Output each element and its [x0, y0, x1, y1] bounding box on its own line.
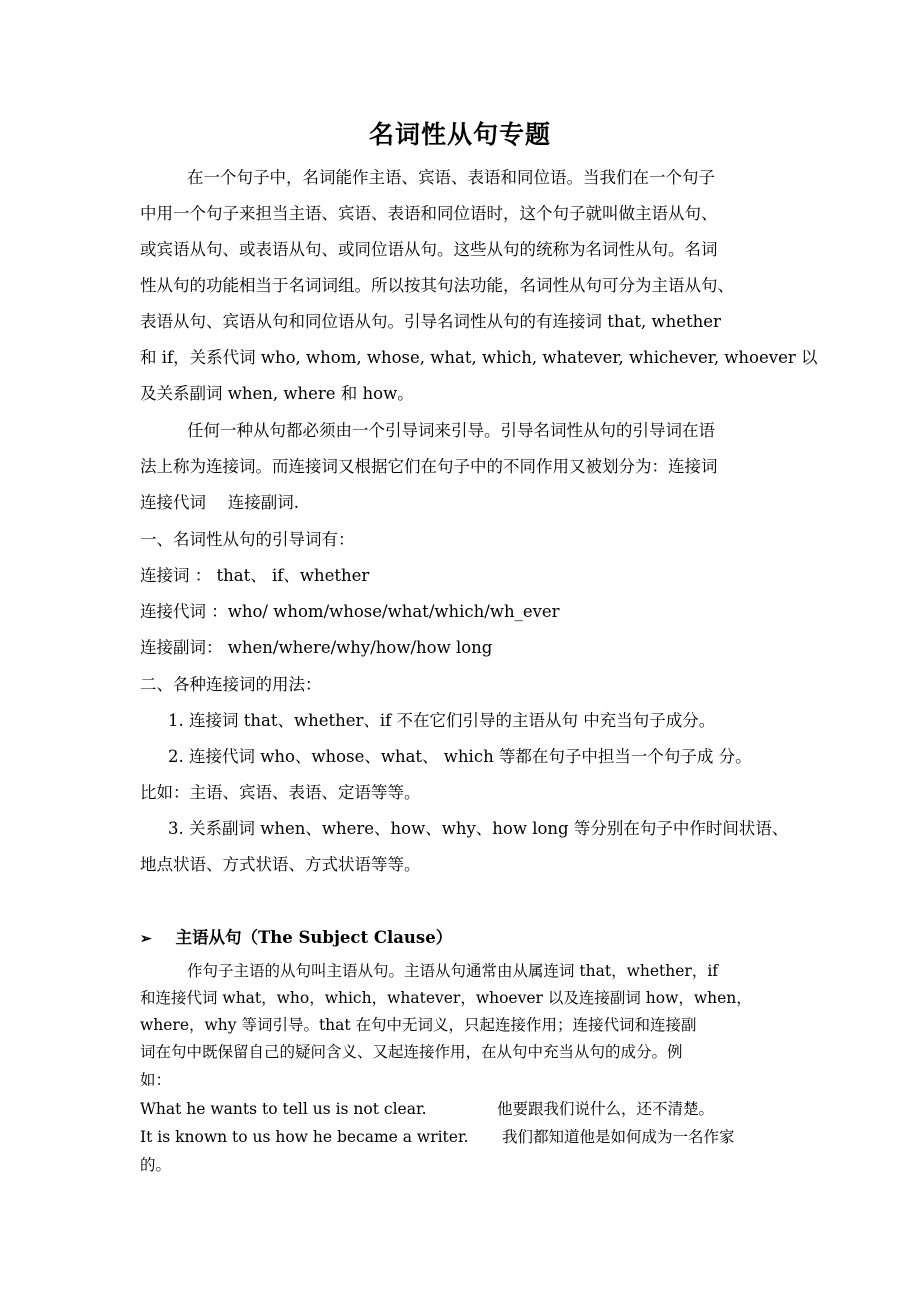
connector-row: 连接词 ： that、 if、whether	[140, 566, 370, 585]
intro-line: 或宾语从句、或表语从句、或同位语从句。这些从句的统称为名词性从句。名词	[140, 240, 718, 259]
example-english: It is known to us how he became a writer.	[140, 1128, 469, 1146]
usage-item-1: 1. 连接词 that、whether、if 不在它们引导的主语从句 中充当句子成分。	[168, 711, 716, 730]
usage-item-2-cont: 比如：主语、宾语、表语、定语等等。	[140, 783, 421, 802]
usage-item-3-cont: 地点状语、方式状语、方式状语等等。	[140, 855, 421, 874]
intro-line: 表语从句、宾语从句和同位语从句。引导名词性从句的有连接词 that, whether	[140, 312, 721, 331]
subject-clause-heading: 主语从句（The Subject Clause）	[175, 928, 453, 947]
arrow-bullet-icon: ➢	[140, 931, 152, 947]
example-tail: 的。	[140, 1156, 172, 1174]
subject-body-line: where，why 等词引导。that 在句中无词义，只起连接作用；连接代词和连接副	[140, 1016, 697, 1034]
example-english: What he wants to tell us is not clear.	[140, 1100, 427, 1118]
connector-row: 连接代词 ：who/ whom/whose/what/which/wh_ever	[140, 602, 560, 621]
intro-line: 在一个句子中，名词能作主语、宾语、表语和同位语。当我们在一个句子	[187, 168, 715, 187]
subject-body-line: 作句子主语的从句叫主语从句。主语从句通常由从属连词 that，whether，if	[187, 962, 719, 980]
example-chinese: 他要跟我们说什么，还不清楚。	[497, 1100, 715, 1118]
usage-item-2: 2. 连接代词 who、whose、what、 which 等都在句子中担当一个句子成 分。	[168, 747, 752, 766]
para2-line: 连接代词 连接副词.	[140, 493, 299, 512]
subject-body-line: 如：	[140, 1071, 172, 1089]
subject-body-line: 词在句中既保留自己的疑问含义、又起连接作用，在从句中充当从句的成分。例	[140, 1043, 683, 1061]
page-title: 名词性从句专题	[368, 120, 551, 149]
intro-line: 及关系副词 when, where 和 how。	[140, 384, 414, 403]
section2-heading: 二、各种连接词的用法：	[140, 675, 322, 694]
connector-row: 连接副词： when/where/why/how/how long	[140, 638, 493, 657]
subject-body-line: 和连接代词 what，who，which，whatever，whoever 以及连接副词 how，when，	[140, 989, 752, 1007]
para2-line: 任何一种从句都必须由一个引导词来引导。引导名词性从句的引导词在语	[187, 421, 715, 440]
intro-line: 和 if，关系代词 who, whom, whose, what, which, whatever, whichever, whoever 以	[140, 348, 818, 367]
intro-line: 中用一个句子来担当主语、宾语、表语和同位语时，这个句子就叫做主语从句、	[140, 204, 718, 223]
intro-line: 性从句的功能相当于名词词组。所以按其句法功能，名词性从句可分为主语从句、	[140, 276, 734, 295]
example-chinese: 我们都知道他是如何成为一名作家	[502, 1128, 735, 1146]
section1-heading: 一、名词性从句的引导词有：	[140, 530, 355, 549]
subject-clause-heading-row	[140, 927, 452, 950]
para2-line: 法上称为连接词。而连接词又根据它们在句子中的不同作用又被划分为：连接词	[140, 457, 718, 476]
usage-item-3: 3. 关系副词 when、where、how、why、how long 等分别在句子中作时间状语、	[168, 819, 789, 838]
